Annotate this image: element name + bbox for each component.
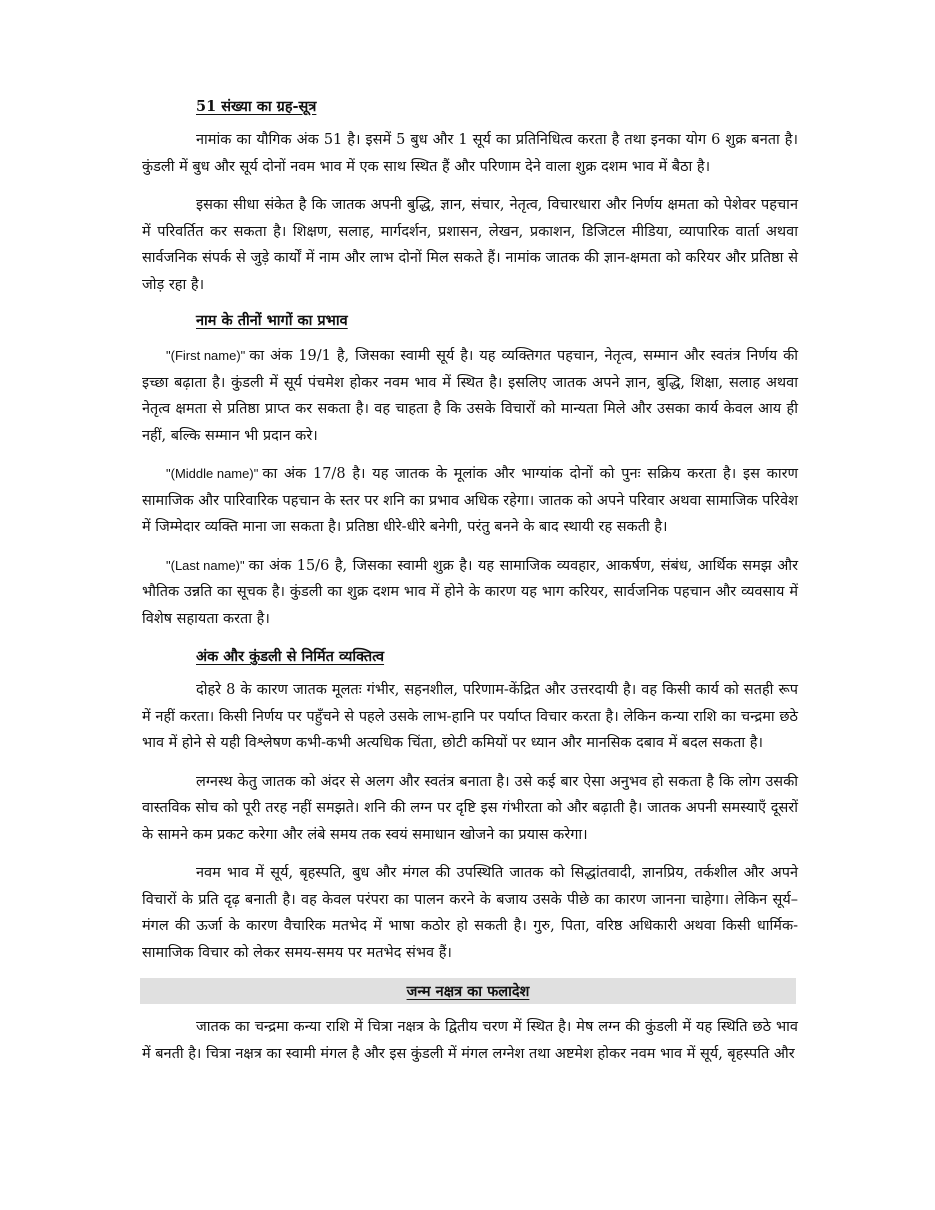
section-heading-birth-nakshatra: जन्म नक्षत्र का फलादेश [406, 983, 530, 1000]
paragraph-compound-number: नामांक का यौगिक अंक 51 है। इसमें 5 बुध और 1 सूर्य का प्रतिनिधित्व करता है तथा इनका योग 6 शुक्र बनता है। कुंडली में बुध और सूर्य दोनों नवम भाव में एक साथ स्थित हैं और परिणाम देने वाला शुक्र दशम भाव में बैठा है। [142, 132, 798, 175]
paragraph-double-eight: दोहरे 8 के कारण जातक मूलतः गंभीर, सहनशील, परिणाम-केंद्रित और उत्तरदायी है। वह किसी कार्य को सतही रूप में नहीं करता। किसी निर्णय पर पहुँचने से पहले उसके लाभ-हानि पर पर्याप्त विचार करता है। लेकिन कन्या राशि का चन्द्रमा छठे भाव में होने से यही विश्लेषण कभी-कभी अत्यधिक चिंता, छोटी कमियों पर ध्यान और मानसिक दबाव में बदल सकता है। [142, 682, 798, 751]
paragraph-middle-name [142, 461, 798, 541]
document-page [142, 96, 798, 1067]
first-name-text: का अंक 19/1 है, जिसका स्वामी सूर्य है। यह व्यक्तिगत पहचान, नेतृत्व, सम्मान और स्वतंत्र निर्णय की इच्छा बढ़ाता है। कुंडली में सूर्य पंचमेश होकर नवम भाव में स्थित है। इसलिए जातक अपने ज्ञान, बुद्धि, शिक्षा, सलाह अथवा नेतृत्व क्षमता से प्रतिष्ठा प्राप्त कर सकता है। वह चाहता है कि उसके विचारों को मान्यता मिले और उसका कार्य केवल आय ही नहीं, बल्कि सम्मान भी प्रदान करे। [142, 348, 798, 444]
paragraph-last-name [142, 553, 798, 633]
paragraph-ketu-lagna: लग्नस्थ केतु जातक को अंदर से अलग और स्वतंत्र बनाता है। उसे कई बार ऐसा अनुभव हो सकता है कि लोग उसकी वास्तविक सोच को पूरी तरह नहीं समझते। शनि की लग्न पर दृष्टि इस गंभीरता को और बढ़ाती है। जातक अपनी समस्याएँ दूसरों के सामने कम प्रकट करेगा और लंबे समय तक स्वयं समाधान खोजने का प्रयास करेगा। [142, 773, 798, 843]
paragraph-nakshatra: जातक का चन्द्रमा कन्या राशि में चित्रा नक्षत्र के द्वितीय चरण में स्थित है। मेष लग्न की कुंडली में यह स्थिति छठे भाव में बनती है। चित्रा नक्षत्र का स्वामी मंगल है और इस कुंडली में मंगल लग्नेश तथा अष्टमेश होकर नवम भाव में सूर्य, बृहस्पति और [142, 1019, 798, 1062]
middle-name-label: "(Middle name)" [166, 466, 259, 481]
paragraph-ninth-house: नवम भाव में सूर्य, बृहस्पति, बुध और मंगल की उपस्थिति जातक को सिद्धांतवादी, ज्ञानप्रिय, तर्कशील और अपने विचारों के प्रति दृढ़ बनाती है। वह केवल परंपरा का पालन करने के बजाय उसके पीछे का कारण जानना चाहेगा। लेकिन सूर्य–मंगल की ऊर्जा के कारण वैचारिक मतभेद में भाषा कठोर हो सकती है। गुरु, पिता, वरिष्ठ अधिकारी अथवा किसी धार्मिक-सामाजिक विचार को लेकर समय-समय पर मतभेद संभव हैं। [142, 865, 798, 961]
paragraph-first-name [142, 343, 798, 449]
middle-name-text: का अंक 17/8 है। यह जातक के मूलांक और भाग्यांक दोनों को पुनः सक्रिय करता है। इस कारण सामाजिक और पारिवारिक पहचान के स्तर पर शनि का प्रभाव अधिक रहेगा। जातक को अपने परिवार अथवा सामाजिक परिवेश में जिम्मेदार व्यक्ति माना जा सकता है। प्रतिष्ठा धीरे-धीरे बनेगी, परंतु बनने के बाद स्थायी रह सकती है। [142, 466, 798, 535]
first-name-label: "(First name)" [166, 348, 246, 363]
section-heading-name-parts: नाम के तीनों भागों का प्रभाव [196, 312, 348, 329]
section-heading-band [140, 978, 796, 1004]
section-heading-personality: अंक और कुंडली से निर्मित व्यक्तित्व [196, 648, 385, 665]
last-name-label: "(Last name)" [166, 557, 245, 573]
last-name-text: का अंक 15/6 है, जिसका स्वामी शुक्र है। यह सामाजिक व्यवहार, आकर्षण, संबंध, आर्थिक समझ और भौतिक उन्नति का सूचक है। कुंडली का शुक्र दशम भाव में होने के कारण यह भाग करियर, सार्वजनिक पहचान और व्यवसाय में विशेष सहायता करता है। [142, 557, 799, 627]
paragraph-career-indication: इसका सीधा संकेत है कि जातक अपनी बुद्धि, ज्ञान, संचार, नेतृत्व, विचारधारा और निर्णय क्षमता को पेशेवर पहचान में परिवर्तित कर सकता है। शिक्षण, सलाह, मार्गदर्शन, प्रशासन, लेखन, प्रकाशन, डिजिटल मीडिया, व्यापारिक वार्ता अथवा सार्वजनिक संपर्क से जुड़े कार्यों में नाम और लाभ दोनों मिल सकते हैं। नामांक जातक की ज्ञान-क्षमता को करियर और प्रतिष्ठा से जोड़ रहा है। [142, 197, 798, 293]
section-heading-planet-formula: 51 संख्या का ग्रह-सूत्र [196, 98, 317, 115]
